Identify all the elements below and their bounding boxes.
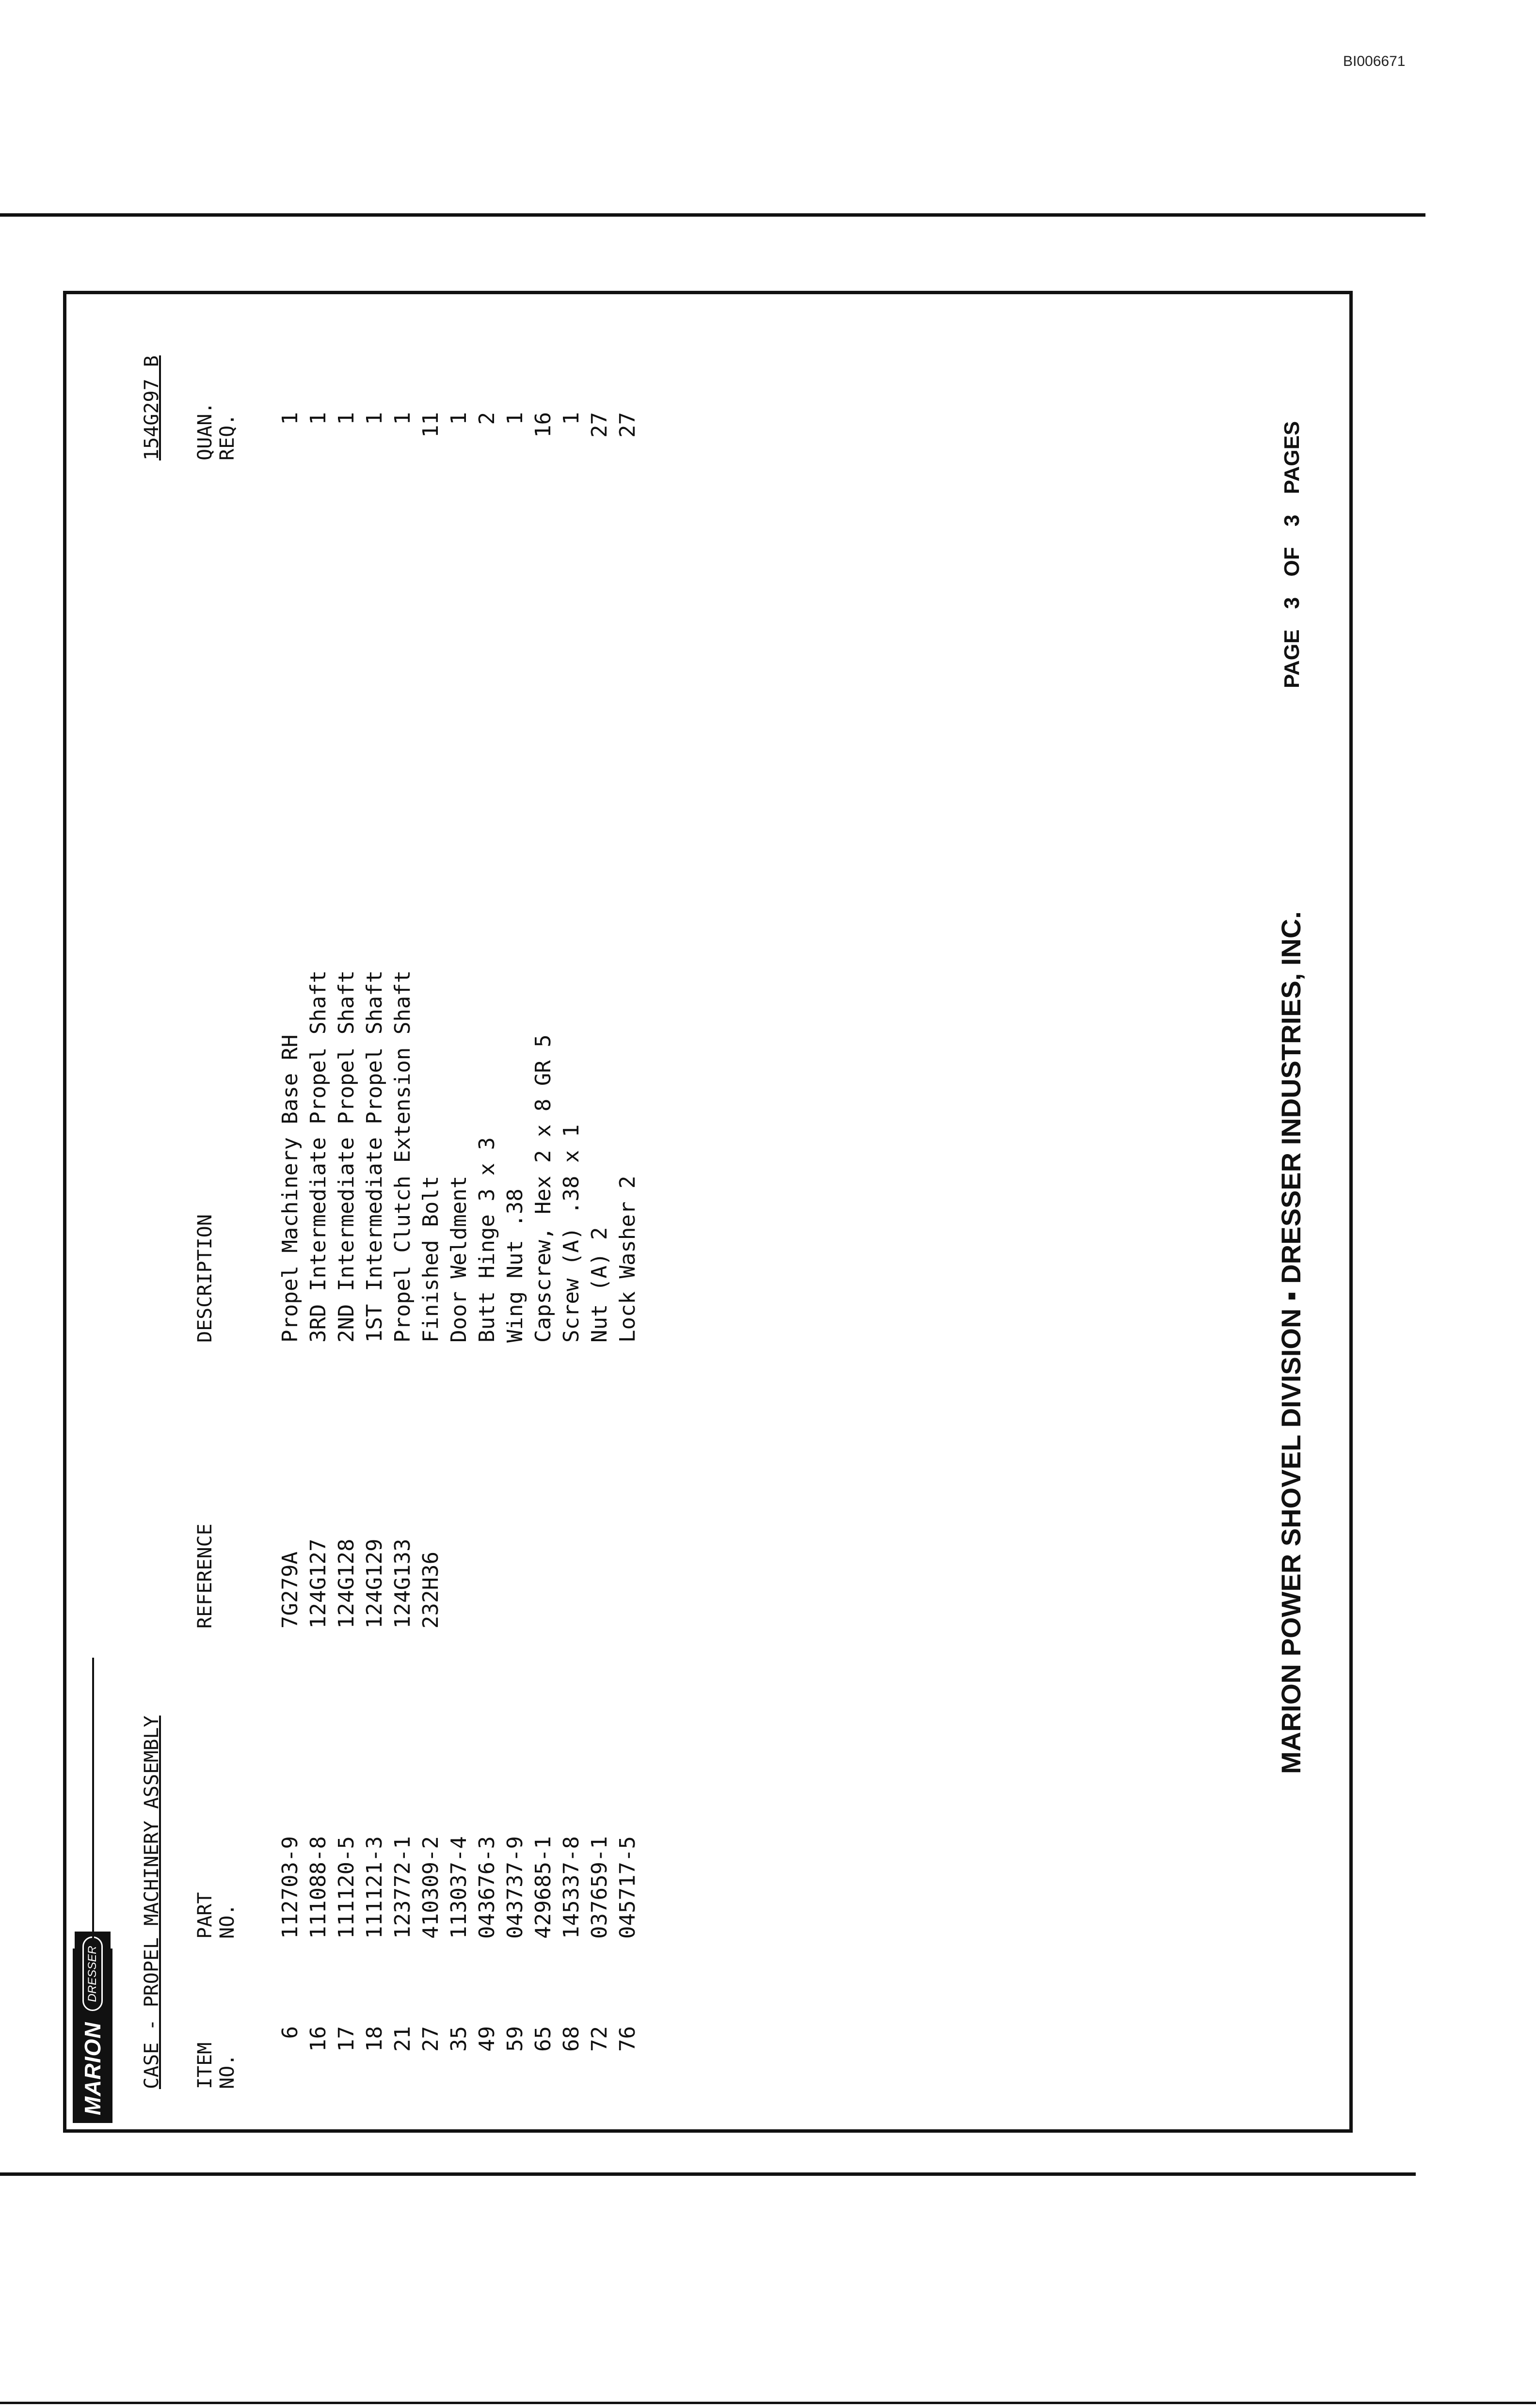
quantity: 1 [362, 412, 387, 425]
page-label: PAGE [1280, 629, 1304, 688]
table-row [529, 291, 558, 2133]
reference: 124G129 [362, 1538, 387, 1629]
column-header-reference: REFERENCE [194, 1523, 216, 1629]
description: Wing Nut .38 [503, 1188, 528, 1343]
description: Screw (A) .38 x 1 [559, 1124, 584, 1343]
logo-dresser-text: DRESSER [82, 1936, 103, 2011]
of-label: OF [1280, 547, 1304, 577]
description: Nut (A) 2 [587, 1227, 612, 1343]
quantity: 1 [390, 412, 415, 425]
reference: 7G279A [278, 1552, 303, 1629]
bottom-rule [0, 2172, 1416, 2176]
description: Door Weldment [447, 1175, 471, 1343]
item-number: 16 [306, 2026, 331, 2052]
part-number: 429685-1 [531, 1836, 556, 1939]
table-row [417, 291, 445, 2133]
column-header-description: DESCRIPTION [194, 1214, 216, 1343]
part-number: 111088-8 [306, 1836, 331, 1939]
table-row [501, 291, 529, 2133]
quantity: 1 [559, 412, 584, 425]
quantity: 11 [418, 412, 443, 438]
description: Lock Washer 2 [615, 1175, 640, 1343]
item-number: 65 [531, 2026, 556, 2052]
item-number: 35 [447, 2026, 471, 2052]
part-number: 045717-5 [615, 1836, 640, 1939]
item-number: 68 [559, 2026, 584, 2052]
item-number: 6 [278, 2026, 303, 2039]
item-number: 76 [615, 2026, 640, 2052]
quantity: 1 [334, 412, 359, 425]
marion-dresser-logo [73, 1946, 112, 2123]
item-number: 72 [587, 2026, 612, 2052]
reference: 124G128 [334, 1538, 359, 1629]
drawing-number: 154G297 B [141, 355, 163, 460]
assembly-title: CASE - PROPEL MACHINERY ASSEMBLY [141, 1715, 163, 2089]
table-row [586, 291, 614, 2133]
page-number: 3 [1280, 597, 1304, 609]
quantity: 2 [475, 412, 499, 425]
description: Capscrew, Hex 2 x 8 GR 5 [531, 1034, 556, 1343]
page-indicator [1280, 421, 1304, 688]
part-number: 111121-3 [362, 1836, 387, 1939]
quantity: 1 [447, 412, 471, 425]
column-header-item: ITEM NO. [194, 2042, 239, 2089]
top-rule [0, 213, 1425, 217]
part-number: 145337-8 [559, 1836, 584, 1939]
quantity: 27 [615, 412, 640, 438]
part-number: 111120-5 [334, 1836, 359, 1939]
reference: 124G127 [306, 1538, 331, 1629]
table-row [333, 291, 361, 2133]
quantity: 27 [587, 412, 612, 438]
item-number: 49 [475, 2026, 499, 2052]
description: Finished Bolt [418, 1175, 443, 1343]
item-number: 59 [503, 2026, 528, 2052]
table-row [445, 291, 473, 2133]
table-row [276, 291, 304, 2133]
logo-marion-text: MARION [75, 2016, 111, 2121]
quantity: 1 [306, 412, 331, 425]
part-number: 043676-3 [475, 1836, 499, 1939]
item-number: 27 [418, 2026, 443, 2052]
reference: 232H36 [418, 1552, 443, 1629]
logo-rule [92, 1658, 94, 1949]
description: Propel Machinery Base RH [278, 1034, 303, 1343]
part-number: 037659-1 [587, 1836, 612, 1939]
quantity: 1 [278, 412, 303, 425]
description: 2ND Intermediate Propel Shaft [334, 970, 359, 1343]
part-number: 123772-1 [390, 1836, 415, 1939]
description: 1ST Intermediate Propel Shaft [362, 970, 387, 1343]
document-id: BI006671 [1343, 53, 1406, 69]
pages-label: PAGES [1280, 421, 1304, 494]
table-row [614, 291, 642, 2133]
parts-table [276, 291, 642, 2133]
item-number: 17 [334, 2026, 359, 2052]
column-header-part: PART NO. [194, 1892, 239, 1939]
table-row [389, 291, 417, 2133]
quantity: 1 [503, 412, 528, 425]
reference: 124G133 [390, 1538, 415, 1629]
total-pages: 3 [1280, 514, 1304, 527]
page-frame [63, 291, 1353, 2133]
description: Propel Clutch Extension Shaft [390, 970, 415, 1343]
part-number: 112703-9 [278, 1836, 303, 1939]
quantity: 16 [531, 412, 556, 438]
table-row [304, 291, 333, 2133]
company-footer: MARION POWER SHOVEL DIVISION ▪ DRESSER INDUSTRIES, INC. [1276, 911, 1306, 1774]
item-number: 18 [362, 2026, 387, 2052]
item-number: 21 [390, 2026, 415, 2052]
column-header-quantity: QUAN. REQ. [194, 402, 239, 460]
table-row [473, 291, 501, 2133]
table-row [361, 291, 389, 2133]
footer-rule [0, 2402, 1536, 2404]
table-row [558, 291, 586, 2133]
description: Butt Hinge 3 x 3 [475, 1137, 499, 1343]
description: 3RD Intermediate Propel Shaft [306, 970, 331, 1343]
part-number: 113037-4 [447, 1836, 471, 1939]
part-number: 043737-9 [503, 1836, 528, 1939]
rotated-page [63, 291, 1353, 2133]
part-number: 410309-2 [418, 1836, 443, 1939]
